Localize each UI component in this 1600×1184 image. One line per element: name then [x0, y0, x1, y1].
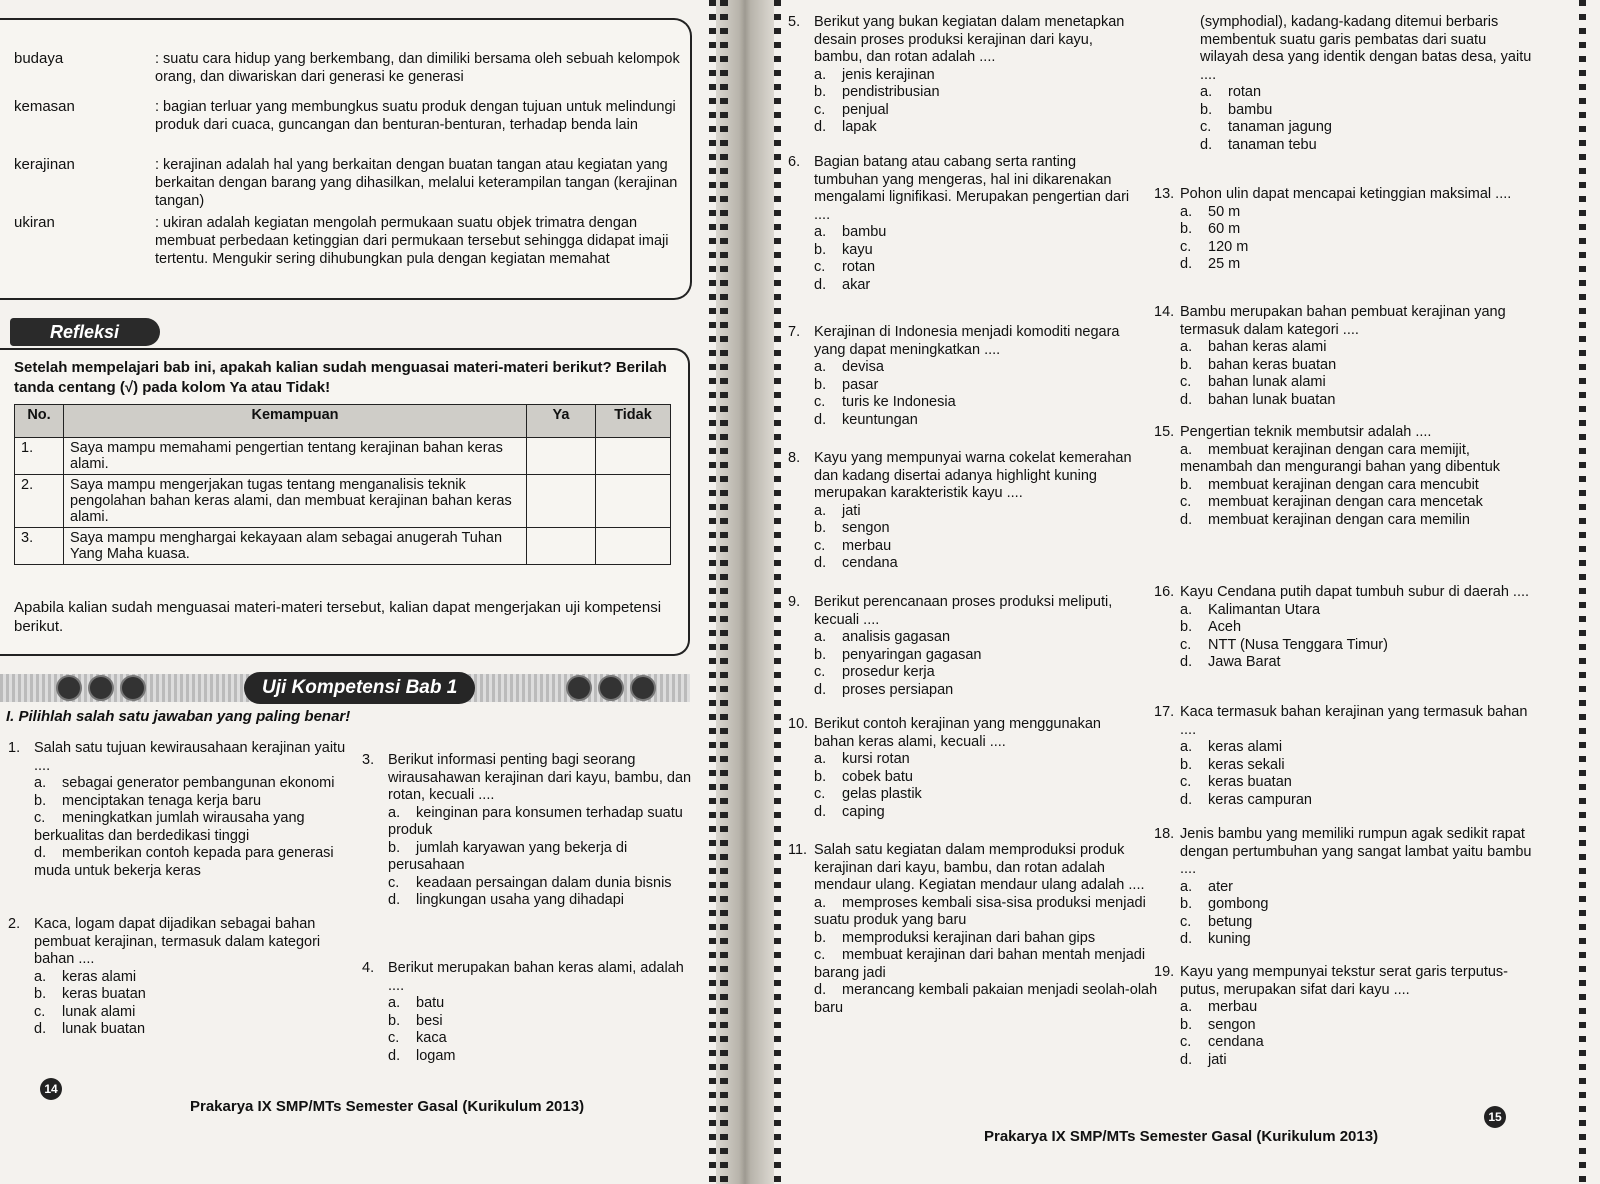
glossary-definition: : ukiran adalah kegiatan mengolah permukaan suatu objek trimatra dengan membuat perbedaan ketinggian dari permukaan tersebut sehingga didapat imaji tertentu. Mengukir sering dihubungkan pula dengan kegiatan memahat — [155, 215, 669, 267]
answer-option[interactable]: b. 60 m — [1180, 221, 1241, 237]
question-stem: Pengertian teknik membutsir adalah .... — [1180, 424, 1432, 440]
question-number: 5. — [788, 14, 801, 30]
ya-checkbox-cell[interactable] — [527, 528, 596, 565]
answer-option[interactable]: b. keras sekali — [1180, 756, 1285, 773]
answer-option[interactable]: b. keras buatan — [34, 986, 146, 1002]
answer-option[interactable]: c. keras buatan — [1180, 774, 1292, 790]
answer-option[interactable]: b. memproduksi kerajinan dari bahan gips — [814, 929, 1096, 946]
question-number: 2. — [8, 916, 21, 932]
question — [788, 594, 1138, 699]
question-stem: Salah satu tujuan kewirausahaan kerajinan yaitu .... — [34, 740, 346, 774]
question-stem: Pohon ulin dapat mencapai ketinggian maksimal .... — [1180, 186, 1512, 202]
row-text: Saya mampu mengerjakan tugas tentang menganalisis teknik pengolahan bahan keras alami, dan membuat kerajinan bahan keras alami. — [64, 475, 527, 528]
answer-option[interactable]: a. membuat kerajinan dengan cara memijit, menambah dan mengurangi bahan yang dibentuk — [1180, 441, 1501, 475]
question-number: 17. — [1154, 704, 1175, 720]
ya-checkbox-cell[interactable] — [527, 475, 596, 528]
answer-option[interactable]: c. turis ke Indonesia — [814, 394, 956, 410]
question-stem: Kerajinan di Indonesia menjadi komoditi negara yang dapat meningkatkan .... — [814, 324, 1120, 358]
question-number: 6. — [788, 154, 801, 170]
tidak-checkbox-cell[interactable] — [596, 438, 671, 475]
row-number: 3. — [15, 528, 64, 565]
answer-option[interactable]: d. bahan lunak buatan — [1180, 391, 1336, 408]
question-stem: Berikut merupakan bahan keras alami, adalah .... — [388, 960, 684, 994]
question-number: 10. — [788, 716, 809, 732]
answer-option[interactable]: d. lapak — [814, 119, 877, 135]
answer-option[interactable]: b. menciptakan tenaga kerja baru — [34, 792, 262, 809]
page-footer: Prakarya IX SMP/MTs Semester Gasal (Kurikulum 2013) — [190, 1098, 585, 1115]
answer-option[interactable]: d. kuning — [1180, 931, 1251, 947]
answer-option[interactable]: d. keuntungan — [814, 411, 918, 428]
answer-option[interactable]: d. 25 m — [1180, 256, 1241, 272]
answer-option[interactable]: b. cobek batu — [814, 768, 913, 785]
question-stem: Bagian batang atau cabang serta ranting tumbuhan yang mengeras, hal ini dikarenakan mengalami lignifikasi. Merupakan pengertian dari .... — [814, 154, 1130, 223]
question-stem: Jenis bambu yang memiliki rumpun agak sedikit rapat dengan pertumbuhan yang sangat lambat yaitu bambu .... — [1180, 826, 1532, 877]
answer-option[interactable]: c. tanaman jagung — [1200, 119, 1332, 135]
col-header-kemampuan: Kemampuan — [64, 405, 527, 438]
row-text: Saya mampu memahami pengertian tentang kerajinan bahan keras alami. — [64, 438, 527, 475]
answer-option[interactable]: c. penjual — [814, 101, 889, 118]
glossary-definition: : bagian terluar yang membungkus suatu produk dengan tujuan untuk melindungi produk dari cuaca, guncangan dan benturan-benturan, terhadap benda lain — [155, 99, 676, 133]
answer-option[interactable]: d. caping — [814, 803, 885, 820]
glossary-term: budaya — [14, 50, 64, 67]
answer-option[interactable]: a. rotan — [1200, 84, 1262, 100]
answer-option[interactable]: a. 50 m — [1180, 203, 1241, 220]
uji-kompetensi-title: Uji Kompetensi Bab 1 — [244, 672, 475, 704]
question-number: 11. — [788, 842, 808, 858]
instruction: I. Pilihlah salah satu jawaban yang paling benar! — [6, 708, 351, 725]
question-stem: Berikut contoh kerajinan yang menggunakan bahan keras alami, kecuali .... — [814, 716, 1101, 750]
question-stem: Berikut yang bukan kegiatan dalam menetapkan desain proses produksi kerajinan dari kayu, bambu, dan rotan adalah .... — [814, 14, 1125, 65]
question-number: 15. — [1154, 424, 1175, 440]
question-number: 14. — [1154, 304, 1175, 320]
question-stem: Kaca termasuk bahan kerajinan yang termasuk bahan .... — [1180, 704, 1528, 738]
answer-option[interactable]: a. kursi rotan — [814, 751, 910, 767]
answer-option[interactable]: b. kayu — [814, 241, 873, 258]
answer-option[interactable]: a. analisis gagasan — [814, 629, 951, 645]
answer-option[interactable]: c. kaca — [388, 1030, 447, 1046]
question — [362, 960, 696, 1065]
question-stem: Berikut informasi penting bagi seorang wirausahawan kerajinan dari kayu, bambu, dan rotan, kecuali .... — [388, 752, 692, 803]
question-stem: Bambu merupakan bahan pembuat kerajinan yang termasuk dalam kategori .... — [1180, 304, 1506, 338]
answer-option[interactable]: d. logam — [388, 1047, 456, 1064]
answer-option[interactable]: a. memproses kembali sisa-sisa produksi menjadi suatu produk yang baru — [814, 894, 1146, 928]
page-number: 15 — [1484, 1106, 1506, 1128]
question-stem: Kayu yang mempunyai warna cokelat kemerahan dan kadang disertai adanya highlight kuning merupakan karakteristik kayu .... — [814, 450, 1132, 501]
answer-option[interactable]: c. rotan — [814, 259, 876, 275]
glossary-term: kemasan — [14, 98, 75, 115]
binding-holes — [720, 0, 728, 1184]
banner-dot-icon — [566, 675, 592, 701]
answer-option[interactable]: d. cendana — [814, 555, 898, 571]
banner-dot-icon — [88, 675, 114, 701]
answer-option[interactable]: c. betung — [1180, 913, 1253, 930]
answer-option[interactable]: d. lingkungan usaha yang dihadapi — [388, 892, 625, 908]
question-number: 1. — [8, 740, 21, 756]
question — [1154, 826, 1534, 949]
binding-holes — [1579, 0, 1586, 1184]
question — [1154, 704, 1534, 809]
table-row — [15, 438, 671, 475]
answer-option[interactable]: c. lunak alami — [34, 1003, 136, 1020]
answer-option[interactable]: c. gelas plastik — [814, 786, 922, 802]
question — [1154, 964, 1534, 1069]
answer-option[interactable]: c. merbau — [814, 537, 892, 554]
answer-option[interactable]: c. 120 m — [1180, 238, 1249, 255]
question — [8, 740, 348, 880]
glossary-term: ukiran — [14, 214, 55, 231]
page-footer: Prakarya IX SMP/MTs Semester Gasal (Kurikulum 2013) — [984, 1128, 1379, 1145]
question — [1154, 584, 1534, 672]
tidak-checkbox-cell[interactable] — [596, 475, 671, 528]
answer-option[interactable]: d. akar — [814, 276, 871, 293]
question-number: 9. — [788, 594, 801, 610]
refleksi-box — [0, 348, 690, 656]
question-number: 4. — [362, 960, 375, 976]
answer-option[interactable]: b. penyaringan gagasan — [814, 646, 982, 663]
answer-option[interactable]: c. bahan lunak alami — [1180, 374, 1326, 390]
question — [8, 916, 348, 1039]
answer-option[interactable]: c. keadaan persaingan dalam dunia bisnis — [388, 874, 672, 891]
row-number: 2. — [15, 475, 64, 528]
question — [1174, 14, 1534, 154]
refleksi-intro: Setelah mempelajari bab ini, apakah kalian sudah menguasai materi-materi berikut? Berilah tanda centang (√) pada kolom Ya atau Tidak! — [14, 359, 667, 396]
question-stem: Salah satu kegiatan dalam memproduksi produk kerajinan dari kayu, bambu, dan rotan adalah mendaur ulang. Kegiatan mendaur ulang adalah .... — [814, 842, 1145, 893]
answer-option[interactable]: a. devisa — [814, 359, 884, 375]
banner-dot-icon — [56, 675, 82, 701]
glossary-definition: : suatu cara hidup yang berkembang, dan dimiliki bersama oleh sebuah kelompok orang, dan diwariskan dari generasi ke generasi — [155, 51, 680, 85]
answer-option[interactable]: b. bahan keras buatan — [1180, 356, 1337, 373]
question — [788, 324, 1138, 429]
answer-option[interactable]: d. proses persiapan — [814, 681, 954, 698]
question-stem: Kayu Cendana putih dapat tumbuh subur di daerah .... — [1180, 584, 1530, 600]
question-stem: (symphodial), kadang-kadang ditemui berbaris membentuk suatu garis pembatas dari suatu wilayah desa yang identik dengan batas desa, yaitu .... — [1200, 14, 1532, 83]
col-header-tidak: Tidak — [596, 405, 671, 438]
answer-option[interactable]: a. merbau — [1180, 999, 1258, 1015]
answer-option[interactable]: a. bahan keras alami — [1180, 339, 1327, 355]
question — [788, 716, 1138, 821]
banner-dot-icon — [630, 675, 656, 701]
answer-option[interactable]: a. keinginan para konsumen terhadap suatu produk — [388, 804, 683, 838]
answer-option[interactable]: c. membuat kerajinan dengan cara mencetak — [1180, 494, 1483, 510]
answer-option[interactable]: b. sengon — [814, 520, 890, 536]
answer-option[interactable]: c. meningkatkan jumlah wirausaha yang berkualitas dan berdedikasi tinggi — [34, 810, 305, 844]
answer-option[interactable]: b. pendistribusian — [814, 84, 940, 100]
answer-option[interactable]: d. jati — [1180, 1051, 1227, 1068]
page-left — [0, 0, 716, 1184]
col-header-no: No. — [15, 405, 64, 438]
answer-option[interactable]: b. membuat kerajinan dengan cara mencubit — [1180, 476, 1479, 493]
answer-option[interactable]: b. gombong — [1180, 896, 1269, 912]
banner-dot-icon — [120, 675, 146, 701]
ya-checkbox-cell[interactable] — [527, 438, 596, 475]
banner-dot-icon — [598, 675, 624, 701]
page-number: 14 — [40, 1078, 62, 1100]
answer-option[interactable]: a. bambu — [814, 224, 887, 240]
page-right — [774, 0, 1600, 1184]
answer-option[interactable]: a. Kalimantan Utara — [1180, 601, 1321, 618]
answer-option[interactable]: a. ater — [1180, 878, 1233, 895]
table-row — [15, 528, 671, 565]
table-row — [15, 475, 671, 528]
glossary-box — [0, 18, 692, 300]
binding-holes — [709, 0, 716, 1184]
answer-option[interactable]: c. prosedur kerja — [814, 664, 935, 680]
question — [1154, 304, 1534, 409]
book-spine — [716, 0, 774, 1184]
question-number: 19. — [1154, 964, 1175, 980]
question-number: 18. — [1154, 826, 1175, 842]
question-stem: Berikut perencanaan proses produksi meliputi, kecuali .... — [814, 594, 1113, 628]
answer-option[interactable]: c. NTT (Nusa Tenggara Timur) — [1180, 636, 1388, 653]
question — [788, 154, 1138, 294]
answer-option[interactable]: b. bambu — [1200, 101, 1273, 118]
question — [1154, 186, 1534, 274]
refleksi-label: Refleksi — [10, 318, 160, 346]
answer-option[interactable]: d. membuat kerajinan dengan cara memilin — [1180, 511, 1470, 528]
answer-option[interactable]: d. lunak buatan — [34, 1021, 146, 1037]
answer-option[interactable]: d. memberikan contoh kepada para generasi muda untuk bekerja keras — [34, 845, 334, 879]
answer-option[interactable]: d. Jawa Barat — [1180, 654, 1281, 670]
question-number: 13. — [1154, 186, 1175, 202]
question — [362, 752, 696, 910]
answer-option[interactable]: c. cendana — [1180, 1034, 1264, 1050]
answer-option[interactable]: d. merancang kembali pakaian menjadi seolah-olah baru — [814, 982, 1158, 1016]
question-stem: Kayu yang mempunyai tekstur serat garis terputus-putus, merupakan sifat dari kayu .... — [1180, 964, 1509, 998]
binding-holes — [774, 0, 781, 1184]
col-header-ya: Ya — [527, 405, 596, 438]
question-number: 16. — [1154, 584, 1175, 600]
question-number: 3. — [362, 752, 375, 768]
tidak-checkbox-cell[interactable] — [596, 528, 671, 565]
answer-option[interactable]: a. keras alami — [1180, 739, 1283, 755]
answer-option[interactable]: b. sengon — [1180, 1016, 1256, 1033]
question — [788, 450, 1138, 573]
answer-option[interactable]: b. Aceh — [1180, 619, 1242, 635]
answer-option[interactable]: d. tanaman tebu — [1200, 136, 1317, 153]
glossary-definition: : kerajinan adalah hal yang berkaitan dengan buatan tangan atau kegiatan yang berkaitan dengan barang yang dihasilkan, melalui keterampilan tangan (kerajinan tangan) — [155, 157, 678, 209]
row-number: 1. — [15, 438, 64, 475]
answer-option[interactable]: a. batu — [388, 995, 445, 1011]
answer-option[interactable]: b. jumlah karyawan yang bekerja di perusahaan — [388, 839, 628, 873]
question-number: 8. — [788, 450, 801, 466]
answer-option[interactable]: a. jati — [814, 502, 861, 519]
question — [788, 14, 1138, 137]
answer-option[interactable]: b. besi — [388, 1012, 443, 1029]
glossary-term: kerajinan — [14, 156, 75, 173]
answer-option[interactable]: c. membuat kerajinan dari bahan mentah menjadi barang jadi — [814, 947, 1146, 981]
question-stem: Kaca, logam dapat dijadikan sebagai bahan pembuat kerajinan, termasuk dalam kategori bahan .... — [34, 916, 321, 967]
refleksi-outro: Apabila kalian sudah menguasai materi-materi tersebut, kalian dapat mengerjakan uji kompetensi berikut. — [14, 599, 662, 635]
answer-option[interactable]: d. keras campuran — [1180, 791, 1312, 808]
question — [1154, 424, 1534, 529]
row-text: Saya mampu menghargai kekayaan alam sebagai anugerah Tuhan Yang Maha kuasa. — [64, 528, 527, 565]
question — [788, 842, 1158, 1017]
answer-option[interactable]: a. jenis kerajinan — [814, 66, 935, 83]
answer-option[interactable]: b. pasar — [814, 376, 879, 393]
kemampuan-table — [14, 404, 671, 565]
answer-option[interactable]: a. sebagai generator pembangunan ekonomi — [34, 775, 335, 791]
question-number: 7. — [788, 324, 801, 340]
answer-option[interactable]: a. keras alami — [34, 968, 137, 985]
